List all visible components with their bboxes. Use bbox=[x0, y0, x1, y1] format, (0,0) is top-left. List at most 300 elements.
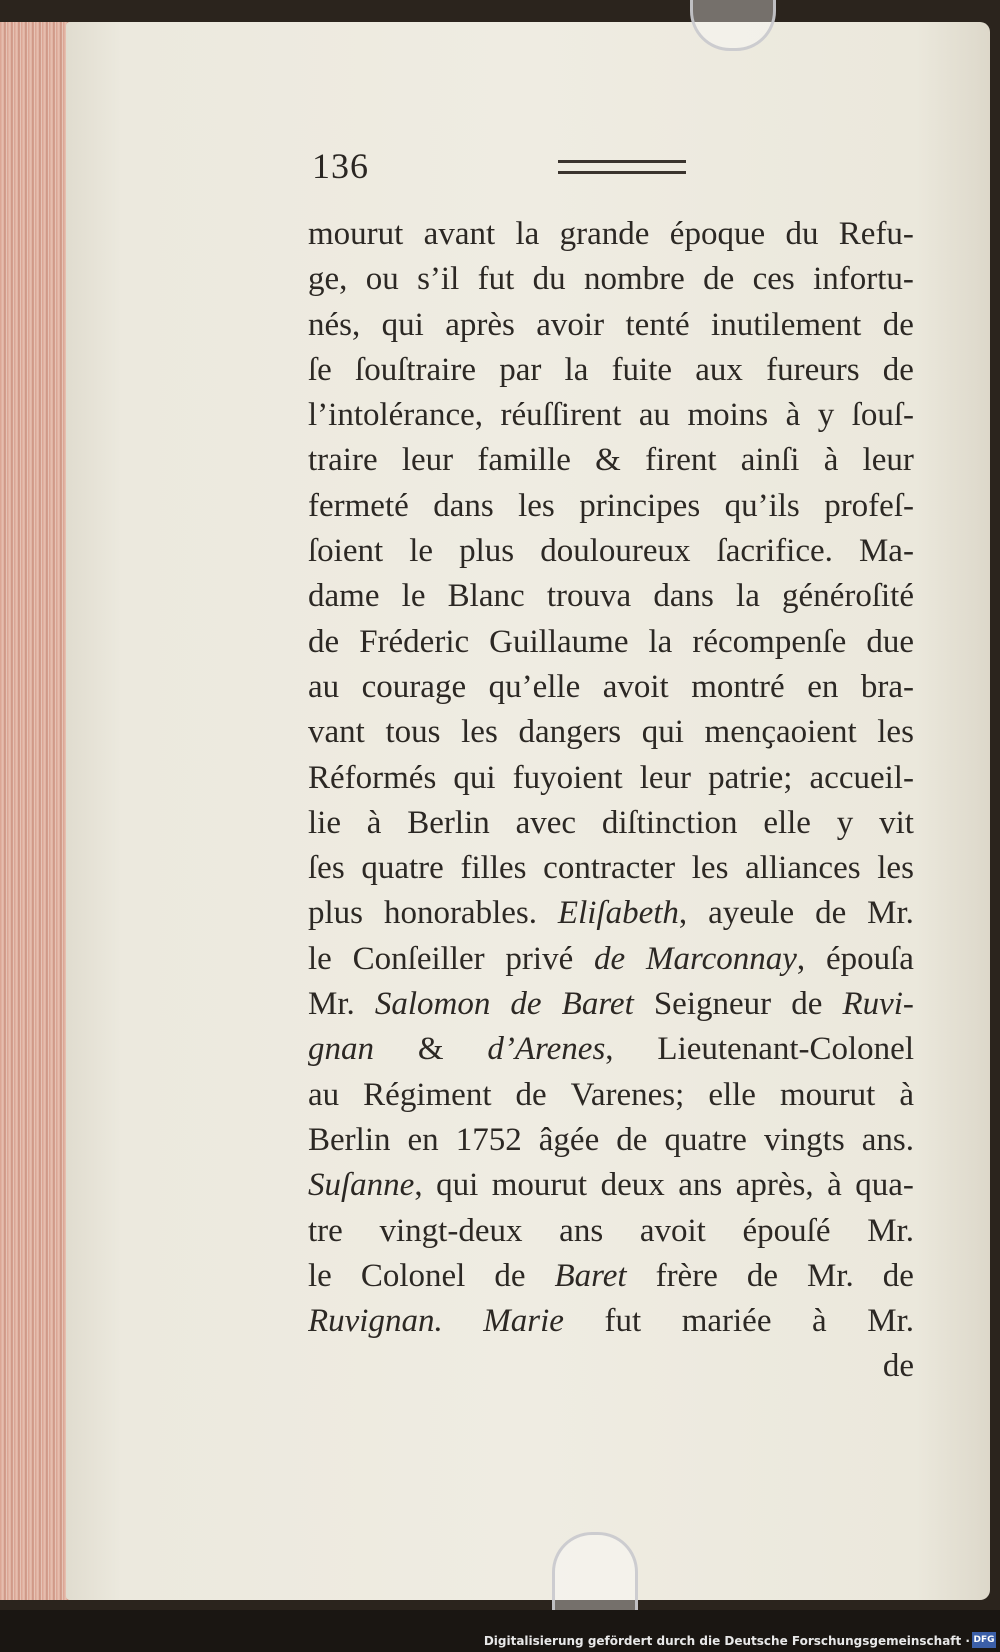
text-word bbox=[505, 937, 573, 982]
roman-text: de bbox=[882, 1348, 914, 1385]
text-line bbox=[308, 891, 914, 936]
roman-text: les bbox=[877, 714, 914, 751]
text-word bbox=[308, 484, 409, 529]
text-word bbox=[424, 212, 495, 257]
roman-text: de bbox=[815, 895, 847, 932]
roman-text: de bbox=[746, 1257, 778, 1294]
text-word bbox=[308, 756, 436, 801]
italic-text: Eliſabeth bbox=[557, 895, 679, 932]
text-word bbox=[717, 529, 833, 574]
text-word bbox=[626, 303, 690, 348]
roman-text: qu’ils bbox=[724, 487, 800, 524]
roman-text: ſacrifice. bbox=[716, 533, 833, 570]
roman-text: Berlin bbox=[308, 1121, 391, 1158]
text-word bbox=[883, 303, 914, 348]
text-word bbox=[862, 1118, 914, 1163]
roman-text: Mr. bbox=[308, 986, 355, 1023]
text-word bbox=[812, 1299, 827, 1344]
text-word bbox=[807, 665, 838, 710]
roman-text: le bbox=[409, 533, 434, 570]
text-word bbox=[308, 438, 378, 483]
roman-text: firent bbox=[645, 442, 717, 479]
text-word bbox=[362, 665, 466, 710]
text-word bbox=[785, 212, 818, 257]
text-word bbox=[786, 393, 801, 438]
text-word bbox=[745, 846, 860, 891]
italic-text: gnan bbox=[308, 1031, 374, 1068]
text-word bbox=[649, 620, 673, 665]
text-word bbox=[308, 303, 360, 348]
roman-text: douloureux bbox=[540, 533, 691, 570]
text-line bbox=[308, 846, 914, 891]
text-line bbox=[308, 665, 914, 710]
roman-text: , bbox=[678, 895, 688, 932]
text-word bbox=[883, 1254, 914, 1299]
text-word bbox=[867, 1299, 914, 1344]
roman-text: & bbox=[417, 1031, 444, 1068]
text-word bbox=[640, 756, 691, 801]
text-word bbox=[601, 1163, 665, 1208]
roman-text: ge, bbox=[308, 261, 348, 298]
text-word bbox=[382, 303, 424, 348]
roman-text: du bbox=[532, 261, 566, 298]
roman-text: généroſité bbox=[782, 578, 914, 615]
text-word bbox=[653, 574, 714, 619]
text-word bbox=[791, 982, 822, 1027]
roman-text: au bbox=[308, 668, 340, 705]
text-word bbox=[766, 348, 859, 393]
roman-text: Berlin bbox=[407, 804, 490, 841]
page-edge bbox=[0, 22, 72, 1600]
roman-text: , bbox=[796, 940, 806, 977]
roman-text: tenté bbox=[625, 306, 690, 343]
roman-text: ſouſ- bbox=[851, 397, 914, 434]
text-word bbox=[308, 982, 355, 1027]
text-word bbox=[461, 710, 498, 755]
roman-text: la bbox=[564, 351, 589, 388]
roman-text: les bbox=[877, 850, 914, 887]
text-line bbox=[308, 348, 914, 393]
roman-text: aux bbox=[695, 351, 743, 388]
text-word bbox=[375, 982, 491, 1027]
text-line bbox=[308, 1073, 914, 1118]
text-line bbox=[308, 303, 914, 348]
roman-text: Refu- bbox=[838, 216, 914, 252]
text-word bbox=[384, 891, 537, 936]
text-word bbox=[489, 665, 581, 710]
text-word bbox=[640, 1209, 706, 1254]
funding-credit: Digitalisierung gefördert durch die Deutsche Forschungsgemeinschaft · bbox=[483, 1634, 970, 1648]
text-word bbox=[842, 982, 913, 1027]
text-word bbox=[407, 801, 489, 846]
text-word bbox=[408, 1118, 439, 1163]
text-word bbox=[361, 1254, 466, 1299]
roman-text: elle bbox=[708, 1076, 756, 1113]
text-word bbox=[692, 620, 846, 665]
text-word bbox=[308, 665, 339, 710]
roman-text: Réformés bbox=[308, 759, 437, 796]
roman-text: frère bbox=[655, 1257, 718, 1294]
text-line bbox=[308, 1344, 914, 1389]
text-word bbox=[433, 484, 494, 529]
roman-text: traire bbox=[308, 442, 378, 479]
text-word bbox=[518, 710, 621, 755]
text-word bbox=[646, 937, 805, 982]
text-word bbox=[353, 937, 485, 982]
roman-text: elle bbox=[763, 804, 811, 841]
roman-text: profeſ- bbox=[824, 487, 914, 524]
text-word bbox=[560, 212, 650, 257]
text-word bbox=[500, 393, 621, 438]
text-word bbox=[708, 891, 794, 936]
roman-text: grande bbox=[559, 216, 650, 252]
roman-text: récompenſe bbox=[692, 623, 847, 660]
roman-text: vingts bbox=[763, 1121, 845, 1158]
text-line bbox=[308, 574, 914, 619]
text-word bbox=[859, 529, 914, 574]
roman-text: mourut bbox=[308, 216, 404, 252]
text-word bbox=[461, 846, 527, 891]
text-word bbox=[308, 574, 379, 619]
text-word bbox=[499, 348, 541, 393]
text-line bbox=[308, 937, 914, 982]
roman-text: trouva bbox=[546, 578, 632, 615]
roman-text: de bbox=[703, 261, 735, 298]
text-word bbox=[883, 1344, 914, 1389]
roman-text: plus bbox=[459, 533, 515, 570]
italic-text: de bbox=[510, 986, 542, 1023]
roman-text: Ma- bbox=[858, 533, 914, 570]
text-word bbox=[639, 393, 670, 438]
text-word bbox=[692, 846, 729, 891]
text-word bbox=[547, 574, 631, 619]
roman-text: époque bbox=[669, 216, 766, 252]
text-word bbox=[308, 529, 383, 574]
text-word bbox=[363, 1073, 491, 1118]
roman-text: de bbox=[515, 1076, 547, 1113]
text-word bbox=[308, 348, 332, 393]
text-word bbox=[736, 574, 760, 619]
text-word bbox=[815, 891, 846, 936]
italic-text: Baret bbox=[561, 986, 634, 1023]
roman-text: Colonel bbox=[360, 1257, 466, 1294]
text-word bbox=[308, 937, 332, 982]
text-word bbox=[477, 438, 570, 483]
roman-text: quatre bbox=[664, 1121, 747, 1158]
roman-text: dangers bbox=[518, 714, 622, 751]
text-word bbox=[565, 348, 589, 393]
roman-text: fuyoient bbox=[512, 759, 623, 796]
text-word bbox=[492, 1163, 587, 1208]
text-word bbox=[656, 1254, 718, 1299]
roman-text: leur bbox=[401, 442, 454, 479]
text-word bbox=[385, 710, 440, 755]
roman-text: de bbox=[616, 1121, 648, 1158]
roman-text: l’intolérance, bbox=[308, 397, 483, 434]
text-word bbox=[308, 212, 403, 257]
roman-text: de bbox=[494, 1257, 526, 1294]
text-line bbox=[308, 756, 914, 801]
roman-text: de bbox=[791, 986, 823, 1023]
text-word bbox=[764, 1118, 845, 1163]
roman-text: ans. bbox=[861, 1121, 914, 1158]
roman-text: infortu- bbox=[813, 261, 914, 298]
roman-text: tre bbox=[308, 1212, 343, 1249]
text-word bbox=[308, 1027, 374, 1072]
text-word bbox=[308, 891, 363, 936]
header-rule bbox=[558, 160, 686, 174]
roman-text: qui bbox=[436, 1167, 479, 1204]
text-line bbox=[308, 710, 914, 755]
text-word bbox=[664, 1118, 746, 1163]
text-word bbox=[543, 846, 675, 891]
text-word bbox=[478, 257, 515, 302]
roman-text: leur bbox=[862, 442, 914, 479]
roman-text: s’il bbox=[417, 261, 460, 298]
roman-text: 1752 bbox=[455, 1121, 522, 1158]
text-word bbox=[604, 1299, 641, 1344]
text-word bbox=[839, 212, 914, 257]
text-word bbox=[418, 1027, 444, 1072]
roman-text: alliances bbox=[745, 850, 861, 887]
text-word bbox=[308, 1299, 443, 1344]
text-word bbox=[780, 1073, 875, 1118]
text-line bbox=[308, 1299, 914, 1344]
roman-text: après, bbox=[735, 1167, 814, 1204]
text-line bbox=[308, 1027, 914, 1072]
roman-text: Seigneur bbox=[653, 986, 772, 1023]
italic-text: Suſanne bbox=[308, 1167, 415, 1204]
roman-text: principes bbox=[579, 487, 701, 524]
roman-text: les bbox=[461, 714, 498, 751]
text-word bbox=[487, 1027, 613, 1072]
italic-text: Salomon bbox=[374, 986, 491, 1023]
roman-text: à bbox=[812, 1303, 827, 1340]
roman-text: dans bbox=[433, 487, 494, 524]
roman-text: avoit bbox=[602, 668, 669, 705]
roman-text: ſes bbox=[308, 850, 345, 887]
text-word bbox=[818, 393, 835, 438]
text-word bbox=[879, 801, 914, 846]
italic-text: d’Arenes bbox=[487, 1031, 606, 1068]
text-word bbox=[807, 1254, 854, 1299]
roman-text: à bbox=[366, 804, 382, 841]
text-word bbox=[402, 574, 426, 619]
text-word bbox=[867, 891, 914, 936]
text-word bbox=[361, 846, 443, 891]
text-word bbox=[705, 710, 857, 755]
roman-text: Lieutenant-Colonel bbox=[657, 1031, 914, 1068]
text-word bbox=[380, 1209, 523, 1254]
text-word bbox=[594, 937, 625, 982]
roman-text: bra- bbox=[860, 668, 914, 705]
text-word bbox=[645, 438, 716, 483]
text-word bbox=[436, 1163, 478, 1208]
roman-text: contracter bbox=[543, 850, 676, 887]
text-line bbox=[308, 438, 914, 483]
text-word bbox=[366, 257, 399, 302]
roman-text: la bbox=[736, 578, 760, 615]
roman-text: fut bbox=[604, 1303, 642, 1340]
text-word bbox=[308, 801, 341, 846]
text-word bbox=[837, 801, 854, 846]
text-word bbox=[810, 756, 914, 801]
text-word bbox=[559, 1209, 603, 1254]
roman-text: la bbox=[515, 216, 540, 252]
roman-text: la bbox=[648, 623, 673, 660]
roman-text: avoit bbox=[639, 1212, 706, 1249]
roman-text: qui bbox=[453, 759, 496, 796]
text-word bbox=[417, 257, 459, 302]
text-word bbox=[899, 1073, 914, 1118]
italic-text: Baret bbox=[554, 1257, 627, 1294]
roman-text: épouſé bbox=[742, 1212, 831, 1249]
roman-text: le bbox=[401, 578, 426, 615]
roman-text: en bbox=[407, 1121, 439, 1158]
text-word bbox=[308, 620, 339, 665]
roman-text: vit bbox=[879, 804, 914, 841]
text-word bbox=[708, 756, 792, 801]
italic-text: Marconnay bbox=[646, 940, 797, 977]
roman-text: mariée bbox=[681, 1303, 772, 1340]
roman-text: fureurs bbox=[766, 351, 860, 388]
text-word bbox=[863, 438, 914, 483]
text-word bbox=[515, 212, 539, 257]
body-text bbox=[308, 212, 914, 1390]
text-word bbox=[308, 1163, 423, 1208]
text-word bbox=[367, 801, 382, 846]
roman-text: Fréderic bbox=[359, 623, 470, 660]
roman-text: patrie; bbox=[708, 759, 793, 796]
text-line bbox=[308, 1209, 914, 1254]
text-word bbox=[359, 620, 469, 665]
roman-text: ans bbox=[678, 1167, 723, 1204]
text-word bbox=[736, 1163, 814, 1208]
text-word bbox=[747, 1254, 778, 1299]
roman-text: fut bbox=[477, 261, 515, 298]
text-word bbox=[308, 1118, 390, 1163]
roman-text: nés, bbox=[308, 306, 361, 343]
text-word bbox=[657, 1027, 914, 1072]
roman-text: ſe bbox=[308, 351, 332, 388]
roman-text: tous bbox=[385, 714, 441, 751]
text-word bbox=[877, 710, 914, 755]
text-word bbox=[642, 710, 684, 755]
page-header bbox=[312, 145, 912, 195]
roman-text: & bbox=[595, 442, 621, 479]
text-word bbox=[602, 801, 738, 846]
roman-text: lie bbox=[308, 804, 341, 841]
text-word bbox=[695, 348, 743, 393]
text-word bbox=[355, 348, 476, 393]
page-clip-bottom bbox=[552, 1532, 638, 1613]
roman-text: Mr. bbox=[867, 1212, 914, 1249]
text-word bbox=[448, 574, 525, 619]
italic-text: Marie bbox=[483, 1303, 564, 1340]
text-word bbox=[445, 303, 515, 348]
text-word bbox=[516, 801, 576, 846]
roman-text: montré bbox=[691, 668, 785, 705]
roman-text: par bbox=[499, 351, 542, 388]
roman-text: à bbox=[899, 1076, 914, 1113]
roman-text: après bbox=[445, 306, 515, 343]
roman-text: le bbox=[308, 940, 332, 977]
text-word bbox=[483, 1299, 564, 1344]
roman-text: diſtinction bbox=[601, 804, 738, 841]
text-word bbox=[494, 1254, 525, 1299]
roman-text: de bbox=[882, 306, 914, 343]
roman-text: le bbox=[308, 1257, 332, 1294]
text-word bbox=[612, 348, 672, 393]
roman-text: de bbox=[882, 1257, 914, 1294]
text-word bbox=[824, 484, 914, 529]
text-word bbox=[308, 1254, 332, 1299]
text-word bbox=[510, 982, 541, 1027]
text-word bbox=[855, 1163, 914, 1208]
text-word bbox=[516, 1073, 547, 1118]
text-word bbox=[883, 348, 914, 393]
text-word bbox=[708, 1073, 756, 1118]
text-word bbox=[584, 257, 685, 302]
roman-text: Régiment bbox=[363, 1076, 492, 1113]
text-word bbox=[827, 1163, 842, 1208]
text-line bbox=[308, 257, 914, 302]
text-word bbox=[540, 529, 690, 574]
roman-text: honorables. bbox=[383, 895, 537, 932]
text-word bbox=[402, 438, 453, 483]
text-word bbox=[852, 393, 914, 438]
text-line bbox=[308, 484, 914, 529]
text-word bbox=[308, 1073, 339, 1118]
roman-text: Varenes; bbox=[570, 1076, 685, 1113]
text-line bbox=[308, 393, 914, 438]
text-word bbox=[308, 1209, 343, 1254]
text-word bbox=[571, 1073, 685, 1118]
roman-text: dame bbox=[308, 578, 380, 615]
roman-text: qu’elle bbox=[488, 668, 581, 705]
text-line bbox=[308, 620, 914, 665]
text-word bbox=[703, 257, 734, 302]
text-word bbox=[603, 665, 669, 710]
text-word bbox=[867, 1209, 914, 1254]
roman-text: les bbox=[691, 850, 729, 887]
roman-text: Mr. bbox=[867, 1303, 914, 1340]
text-word bbox=[753, 257, 795, 302]
roman-text: accueil- bbox=[809, 759, 914, 796]
text-word bbox=[453, 756, 495, 801]
roman-text: y bbox=[817, 397, 835, 434]
roman-text: ſouſtraire bbox=[355, 351, 476, 388]
roman-text: du bbox=[785, 216, 819, 252]
text-word bbox=[518, 484, 555, 529]
text-word bbox=[826, 937, 914, 982]
text-word bbox=[763, 801, 811, 846]
roman-text: ces bbox=[752, 261, 795, 298]
roman-text: ainſi bbox=[740, 442, 800, 479]
roman-text: filles bbox=[460, 850, 527, 887]
text-word bbox=[456, 1118, 522, 1163]
text-word bbox=[554, 1254, 626, 1299]
roman-text: avant bbox=[423, 216, 496, 252]
text-word bbox=[687, 393, 768, 438]
text-line bbox=[308, 801, 914, 846]
text-word bbox=[824, 438, 839, 483]
text-word bbox=[678, 1163, 722, 1208]
roman-text: dans bbox=[653, 578, 714, 615]
text-line bbox=[308, 1254, 914, 1299]
roman-text: à bbox=[823, 442, 839, 479]
text-word bbox=[616, 1118, 647, 1163]
